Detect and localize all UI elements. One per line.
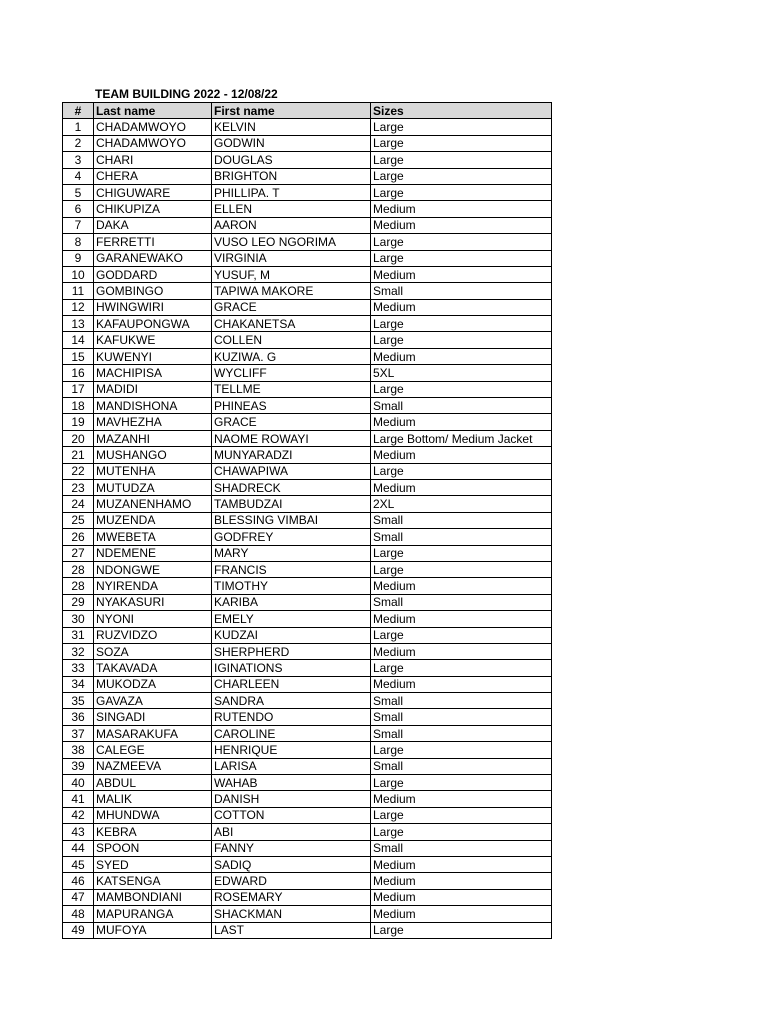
row-number-cell: 23 xyxy=(63,479,94,495)
first-name-cell: BLESSING VIMBAI xyxy=(212,512,371,528)
first-name-cell: SADIQ xyxy=(212,856,371,872)
last-name-cell: RUZVIDZO xyxy=(94,627,212,643)
row-number-cell: 12 xyxy=(63,299,94,315)
table-row xyxy=(63,463,552,479)
size-cell: Large xyxy=(371,234,552,250)
table-row xyxy=(63,250,552,266)
last-name-cell: MUZANENHAMO xyxy=(94,496,212,512)
size-cell: Medium xyxy=(371,201,552,217)
first-name-cell: KUDZAI xyxy=(212,627,371,643)
header-row xyxy=(63,103,552,119)
table-row xyxy=(63,807,552,823)
row-number-cell: 24 xyxy=(63,496,94,512)
row-number-cell: 4 xyxy=(63,168,94,184)
spreadsheet xyxy=(62,86,551,939)
last-name-cell: FERRETTI xyxy=(94,234,212,250)
sheet-title: TEAM BUILDING 2022 - 12/08/22 xyxy=(95,87,278,101)
table-row xyxy=(63,627,552,643)
size-cell: Medium xyxy=(371,791,552,807)
last-name-cell: MUFOYA xyxy=(94,922,212,938)
first-name-cell: SANDRA xyxy=(212,693,371,709)
size-cell: Small xyxy=(371,594,552,610)
table-row xyxy=(63,119,552,135)
first-name-cell: ROSEMARY xyxy=(212,889,371,905)
column-header-last-name: Last name xyxy=(94,103,212,119)
first-name-cell: TAPIWA MAKORE xyxy=(212,283,371,299)
size-cell: Large xyxy=(371,381,552,397)
column-header-number: # xyxy=(63,103,94,119)
last-name-cell: KUWENYI xyxy=(94,348,212,364)
size-cell: Medium xyxy=(371,348,552,364)
row-number-cell: 28 xyxy=(63,578,94,594)
size-cell: Medium xyxy=(371,873,552,889)
table-row xyxy=(63,299,552,315)
first-name-cell: YUSUF, M xyxy=(212,266,371,282)
size-cell: Large xyxy=(371,135,552,151)
table-row xyxy=(63,135,552,151)
size-cell: Large xyxy=(371,119,552,135)
table-row xyxy=(63,414,552,430)
first-name-cell: WAHAB xyxy=(212,775,371,791)
row-number-cell: 9 xyxy=(63,250,94,266)
last-name-cell: CHADAMWOYO xyxy=(94,135,212,151)
last-name-cell: MUZENDA xyxy=(94,512,212,528)
size-cell: Large Bottom/ Medium Jacket xyxy=(371,430,552,446)
column-header-first-name: First name xyxy=(212,103,371,119)
row-number-cell: 32 xyxy=(63,643,94,659)
row-number-cell: 5 xyxy=(63,184,94,200)
table-row xyxy=(63,496,552,512)
last-name-cell: CHIGUWARE xyxy=(94,184,212,200)
last-name-cell: MWEBETA xyxy=(94,529,212,545)
last-name-cell: KATSENGA xyxy=(94,873,212,889)
last-name-cell: MANDISHONA xyxy=(94,398,212,414)
last-name-cell: SINGADI xyxy=(94,709,212,725)
last-name-cell: MAZANHI xyxy=(94,430,212,446)
size-cell: Small xyxy=(371,840,552,856)
table-row xyxy=(63,791,552,807)
table-row xyxy=(63,873,552,889)
table-row xyxy=(63,529,552,545)
last-name-cell: KAFAUPONGWA xyxy=(94,316,212,332)
table-row xyxy=(63,168,552,184)
table-row xyxy=(63,266,552,282)
row-number-cell: 25 xyxy=(63,512,94,528)
row-number-cell: 40 xyxy=(63,775,94,791)
table-row xyxy=(63,381,552,397)
row-number-cell: 41 xyxy=(63,791,94,807)
size-cell: Medium xyxy=(371,889,552,905)
first-name-cell: LARISA xyxy=(212,758,371,774)
table-row xyxy=(63,479,552,495)
size-cell: Medium xyxy=(371,299,552,315)
first-name-cell: NAOME ROWAYI xyxy=(212,430,371,446)
row-number-cell: 27 xyxy=(63,545,94,561)
row-number-cell: 45 xyxy=(63,856,94,872)
row-number-cell: 31 xyxy=(63,627,94,643)
last-name-cell: NYIRENDA xyxy=(94,578,212,594)
table-row xyxy=(63,824,552,840)
last-name-cell: GARANEWAKO xyxy=(94,250,212,266)
size-cell: Large xyxy=(371,922,552,938)
first-name-cell: PHILLIPA. T xyxy=(212,184,371,200)
size-cell: Large xyxy=(371,807,552,823)
size-cell: Medium xyxy=(371,643,552,659)
row-number-cell: 30 xyxy=(63,611,94,627)
last-name-cell: NYAKASURI xyxy=(94,594,212,610)
first-name-cell: CHAWAPIWA xyxy=(212,463,371,479)
first-name-cell: GODWIN xyxy=(212,135,371,151)
table-row xyxy=(63,742,552,758)
last-name-cell: ABDUL xyxy=(94,775,212,791)
table-body xyxy=(63,119,552,939)
row-number-cell: 1 xyxy=(63,119,94,135)
row-number-cell: 48 xyxy=(63,906,94,922)
last-name-cell: MUTUDZA xyxy=(94,479,212,495)
size-cell: Medium xyxy=(371,266,552,282)
first-name-cell: MUNYARADZI xyxy=(212,447,371,463)
first-name-cell: TELLME xyxy=(212,381,371,397)
table-row xyxy=(63,725,552,741)
table-row xyxy=(63,643,552,659)
table-row xyxy=(63,184,552,200)
row-number-cell: 19 xyxy=(63,414,94,430)
table-row xyxy=(63,348,552,364)
size-cell: Small xyxy=(371,398,552,414)
last-name-cell: CHIKUPIZA xyxy=(94,201,212,217)
row-number-cell: 10 xyxy=(63,266,94,282)
table-row xyxy=(63,201,552,217)
first-name-cell: WYCLIFF xyxy=(212,365,371,381)
first-name-cell: HENRIQUE xyxy=(212,742,371,758)
size-cell: Large xyxy=(371,250,552,266)
table-row xyxy=(63,611,552,627)
table-row xyxy=(63,545,552,561)
row-number-cell: 22 xyxy=(63,463,94,479)
table-row xyxy=(63,594,552,610)
first-name-cell: TIMOTHY xyxy=(212,578,371,594)
size-cell: Small xyxy=(371,512,552,528)
table-row xyxy=(63,365,552,381)
size-cell: Medium xyxy=(371,217,552,233)
first-name-cell: ABI xyxy=(212,824,371,840)
size-cell: Large xyxy=(371,332,552,348)
table-row xyxy=(63,512,552,528)
first-name-cell: KUZIWA. G xyxy=(212,348,371,364)
size-cell: Large xyxy=(371,742,552,758)
last-name-cell: MALIK xyxy=(94,791,212,807)
first-name-cell: COLLEN xyxy=(212,332,371,348)
last-name-cell: NYONI xyxy=(94,611,212,627)
size-cell: Medium xyxy=(371,578,552,594)
row-number-cell: 42 xyxy=(63,807,94,823)
last-name-cell: CHERA xyxy=(94,168,212,184)
team-size-table xyxy=(62,102,552,939)
last-name-cell: GODDARD xyxy=(94,266,212,282)
row-number-cell: 43 xyxy=(63,824,94,840)
first-name-cell: VIRGINIA xyxy=(212,250,371,266)
size-cell: Large xyxy=(371,184,552,200)
last-name-cell: CALEGE xyxy=(94,742,212,758)
table-row xyxy=(63,561,552,577)
last-name-cell: SOZA xyxy=(94,643,212,659)
last-name-cell: KEBRA xyxy=(94,824,212,840)
size-cell: Small xyxy=(371,529,552,545)
first-name-cell: FANNY xyxy=(212,840,371,856)
table-row xyxy=(63,906,552,922)
last-name-cell: MUKODZA xyxy=(94,676,212,692)
first-name-cell: FRANCIS xyxy=(212,561,371,577)
last-name-cell: MUTENHA xyxy=(94,463,212,479)
row-number-cell: 18 xyxy=(63,398,94,414)
first-name-cell: TAMBUDZAI xyxy=(212,496,371,512)
first-name-cell: PHINEAS xyxy=(212,398,371,414)
first-name-cell: CAROLINE xyxy=(212,725,371,741)
first-name-cell: DOUGLAS xyxy=(212,152,371,168)
row-number-cell: 14 xyxy=(63,332,94,348)
first-name-cell: ELLEN xyxy=(212,201,371,217)
last-name-cell: KAFUKWE xyxy=(94,332,212,348)
size-cell: Small xyxy=(371,725,552,741)
table-row xyxy=(63,856,552,872)
row-number-cell: 36 xyxy=(63,709,94,725)
table-row xyxy=(63,430,552,446)
row-number-cell: 34 xyxy=(63,676,94,692)
last-name-cell: MHUNDWA xyxy=(94,807,212,823)
row-number-cell: 26 xyxy=(63,529,94,545)
row-number-cell: 7 xyxy=(63,217,94,233)
size-cell: Large xyxy=(371,316,552,332)
size-cell: Small xyxy=(371,758,552,774)
table-row xyxy=(63,775,552,791)
last-name-cell: SYED xyxy=(94,856,212,872)
table-row xyxy=(63,922,552,938)
first-name-cell: CHARLEEN xyxy=(212,676,371,692)
last-name-cell: DAKA xyxy=(94,217,212,233)
first-name-cell: CHAKANETSA xyxy=(212,316,371,332)
row-number-cell: 21 xyxy=(63,447,94,463)
row-number-cell: 15 xyxy=(63,348,94,364)
row-number-cell: 13 xyxy=(63,316,94,332)
table-row xyxy=(63,840,552,856)
first-name-cell: VUSO LEO NGORIMA xyxy=(212,234,371,250)
row-number-cell: 16 xyxy=(63,365,94,381)
row-number-cell: 17 xyxy=(63,381,94,397)
first-name-cell: IGINATIONS xyxy=(212,660,371,676)
size-cell: Large xyxy=(371,824,552,840)
row-number-cell: 2 xyxy=(63,135,94,151)
table-row xyxy=(63,152,552,168)
size-cell: 5XL xyxy=(371,365,552,381)
size-cell: Large xyxy=(371,660,552,676)
size-cell: Medium xyxy=(371,676,552,692)
size-cell: Large xyxy=(371,627,552,643)
table-row xyxy=(63,660,552,676)
row-number-cell: 39 xyxy=(63,758,94,774)
size-cell: Large xyxy=(371,152,552,168)
column-header-sizes: Sizes xyxy=(371,103,552,119)
size-cell: 2XL xyxy=(371,496,552,512)
last-name-cell: NAZMEEVA xyxy=(94,758,212,774)
last-name-cell: SPOON xyxy=(94,840,212,856)
first-name-cell: SHERPHERD xyxy=(212,643,371,659)
table-row xyxy=(63,447,552,463)
table-row xyxy=(63,316,552,332)
last-name-cell: MASARAKUFA xyxy=(94,725,212,741)
last-name-cell: MACHIPISA xyxy=(94,365,212,381)
size-cell: Large xyxy=(371,168,552,184)
last-name-cell: TAKAVADA xyxy=(94,660,212,676)
first-name-cell: RUTENDO xyxy=(212,709,371,725)
size-cell: Small xyxy=(371,693,552,709)
first-name-cell: DANISH xyxy=(212,791,371,807)
last-name-cell: CHARI xyxy=(94,152,212,168)
first-name-cell: EDWARD xyxy=(212,873,371,889)
size-cell: Medium xyxy=(371,611,552,627)
first-name-cell: COTTON xyxy=(212,807,371,823)
last-name-cell: NDONGWE xyxy=(94,561,212,577)
first-name-cell: KARIBA xyxy=(212,594,371,610)
row-number-cell: 47 xyxy=(63,889,94,905)
row-number-cell: 35 xyxy=(63,693,94,709)
row-number-cell: 11 xyxy=(63,283,94,299)
row-number-cell: 49 xyxy=(63,922,94,938)
table-row xyxy=(63,217,552,233)
size-cell: Small xyxy=(371,709,552,725)
size-cell: Medium xyxy=(371,414,552,430)
last-name-cell: MAVHEZHA xyxy=(94,414,212,430)
table-row xyxy=(63,889,552,905)
last-name-cell: HWINGWIRI xyxy=(94,299,212,315)
first-name-cell: MARY xyxy=(212,545,371,561)
row-number-cell: 6 xyxy=(63,201,94,217)
first-name-cell: BRIGHTON xyxy=(212,168,371,184)
first-name-cell: GRACE xyxy=(212,414,371,430)
first-name-cell: SHADRECK xyxy=(212,479,371,495)
table-row xyxy=(63,283,552,299)
last-name-cell: GAVAZA xyxy=(94,693,212,709)
last-name-cell: CHADAMWOYO xyxy=(94,119,212,135)
row-number-cell: 20 xyxy=(63,430,94,446)
first-name-cell: GRACE xyxy=(212,299,371,315)
last-name-cell: MUSHANGO xyxy=(94,447,212,463)
first-name-cell: KELVIN xyxy=(212,119,371,135)
row-number-cell: 38 xyxy=(63,742,94,758)
row-number-cell: 3 xyxy=(63,152,94,168)
first-name-cell: LAST xyxy=(212,922,371,938)
first-name-cell: EMELY xyxy=(212,611,371,627)
size-cell: Small xyxy=(371,283,552,299)
table-row xyxy=(63,234,552,250)
row-number-cell: 28 xyxy=(63,561,94,577)
row-number-cell: 29 xyxy=(63,594,94,610)
last-name-cell: MAMBONDIANI xyxy=(94,889,212,905)
table-row xyxy=(63,578,552,594)
last-name-cell: MADIDI xyxy=(94,381,212,397)
row-number-cell: 46 xyxy=(63,873,94,889)
size-cell: Large xyxy=(371,545,552,561)
first-name-cell: SHACKMAN xyxy=(212,906,371,922)
size-cell: Large xyxy=(371,775,552,791)
last-name-cell: MAPURANGA xyxy=(94,906,212,922)
table-row xyxy=(63,758,552,774)
table-row xyxy=(63,332,552,348)
last-name-cell: NDEMENE xyxy=(94,545,212,561)
first-name-cell: AARON xyxy=(212,217,371,233)
row-number-cell: 37 xyxy=(63,725,94,741)
table-row xyxy=(63,676,552,692)
first-name-cell: GODFREY xyxy=(212,529,371,545)
table-row xyxy=(63,398,552,414)
table-row xyxy=(63,709,552,725)
size-cell: Medium xyxy=(371,447,552,463)
last-name-cell: GOMBINGO xyxy=(94,283,212,299)
size-cell: Medium xyxy=(371,479,552,495)
table-row xyxy=(63,693,552,709)
row-number-cell: 44 xyxy=(63,840,94,856)
row-number-cell: 8 xyxy=(63,234,94,250)
size-cell: Large xyxy=(371,561,552,577)
size-cell: Medium xyxy=(371,906,552,922)
size-cell: Large xyxy=(371,463,552,479)
size-cell: Medium xyxy=(371,856,552,872)
row-number-cell: 33 xyxy=(63,660,94,676)
